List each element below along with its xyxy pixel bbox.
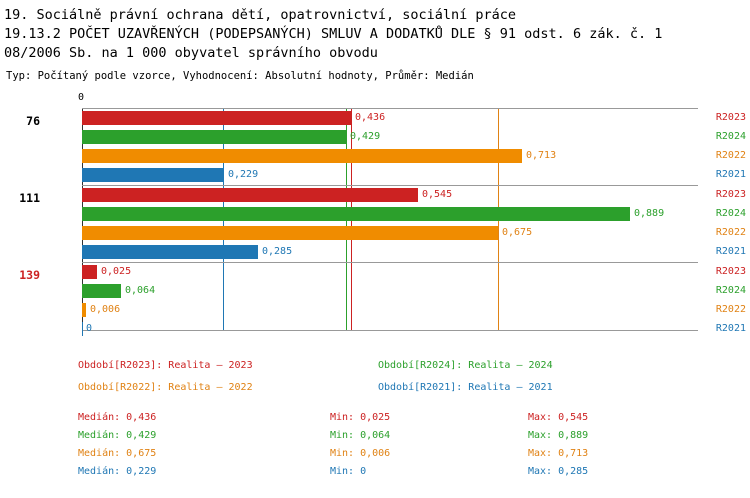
group-divider-1 bbox=[82, 185, 698, 186]
legend-item-2022[interactable]: Období[R2022]: Realita – 2022 bbox=[78, 382, 253, 393]
axis-top-rule bbox=[82, 108, 698, 109]
bar-label: R2023 bbox=[715, 266, 746, 277]
table-row bbox=[0, 283, 750, 299]
bar-label: R2021 bbox=[715, 323, 746, 334]
stat-median: Medián: 0,436 bbox=[78, 412, 157, 423]
stats-row-2021 bbox=[0, 466, 750, 484]
bar[interactable] bbox=[82, 303, 86, 317]
bar-value-label: 0,064 bbox=[125, 285, 156, 296]
table-row bbox=[0, 302, 750, 318]
bar-value-label: 0,675 bbox=[502, 227, 533, 238]
group-label-76: 76 bbox=[26, 114, 40, 128]
legend-item-2023[interactable]: Období[R2023]: Realita – 2023 bbox=[78, 360, 253, 371]
group-divider-2 bbox=[82, 262, 698, 263]
page-title-line-2: 19.13.2 POČET UZAVŘENÝCH (PODEPSANÝCH) SMLUV A DODATKŮ DLE § 91 odst. 6 zák. č. 1 bbox=[4, 26, 663, 42]
bar[interactable] bbox=[82, 245, 258, 259]
bar-label: R2022 bbox=[715, 150, 746, 161]
chart-subtitle: Typ: Počítaný podle vzorce, Vyhodnocení: Absolutní hodnoty, Průměr: Medián bbox=[6, 70, 474, 82]
stat-max: Max: 0,285 bbox=[528, 466, 589, 477]
bar[interactable] bbox=[82, 322, 83, 336]
chart-header bbox=[0, 0, 750, 83]
bar-label: R2024 bbox=[715, 285, 746, 296]
bar-value-label: 0,229 bbox=[228, 169, 259, 180]
bar[interactable] bbox=[82, 284, 121, 298]
bar-value-label: 0,285 bbox=[262, 246, 293, 257]
group-label-139: 139 bbox=[19, 268, 40, 282]
bar[interactable] bbox=[82, 265, 97, 279]
stats-row-2022 bbox=[0, 448, 750, 466]
stat-max: Max: 0,889 bbox=[528, 430, 589, 441]
table-row bbox=[0, 129, 750, 145]
bar-value-label: 0 bbox=[86, 323, 93, 334]
bar-value-label: 0,429 bbox=[350, 131, 381, 142]
stat-max: Max: 0,545 bbox=[528, 412, 589, 423]
page-title-line-1: 19. Sociálně právní ochrana dětí, opatrovnictví, sociální práce bbox=[4, 7, 517, 23]
group-label-111: 111 bbox=[19, 191, 40, 205]
stat-median: Medián: 0,229 bbox=[78, 466, 157, 477]
bar-value-label: 0,006 bbox=[90, 304, 121, 315]
bar[interactable] bbox=[82, 226, 498, 240]
table-row bbox=[0, 264, 750, 280]
bar[interactable] bbox=[82, 111, 351, 125]
table-row bbox=[0, 244, 750, 260]
bar[interactable] bbox=[82, 168, 223, 182]
bar-label: R2022 bbox=[715, 304, 746, 315]
bar[interactable] bbox=[82, 188, 418, 202]
table-row bbox=[0, 110, 750, 126]
stat-min: Min: 0,006 bbox=[330, 448, 391, 459]
bar-label: R2021 bbox=[715, 246, 746, 257]
table-row bbox=[0, 321, 750, 337]
axis-zero-label: 0 bbox=[78, 92, 85, 103]
bar-value-label: 0,025 bbox=[101, 266, 132, 277]
bar-label: R2023 bbox=[715, 112, 746, 123]
legend-item-2024[interactable]: Období[R2024]: Realita – 2024 bbox=[378, 360, 553, 371]
legend-item-2021[interactable]: Období[R2021]: Realita – 2021 bbox=[378, 382, 553, 393]
bar-label: R2023 bbox=[715, 189, 746, 200]
table-row bbox=[0, 167, 750, 183]
stat-max: Max: 0,713 bbox=[528, 448, 589, 459]
stat-min: Min: 0,025 bbox=[330, 412, 391, 423]
chart-stats bbox=[0, 412, 750, 484]
table-row bbox=[0, 206, 750, 222]
bar-label: R2021 bbox=[715, 169, 746, 180]
table-row bbox=[0, 225, 750, 241]
stat-median: Medián: 0,429 bbox=[78, 430, 157, 441]
stat-min: Min: 0,064 bbox=[330, 430, 391, 441]
bar-value-label: 0,889 bbox=[634, 208, 665, 219]
stats-row-2024 bbox=[0, 430, 750, 448]
bar[interactable] bbox=[82, 207, 630, 221]
table-row bbox=[0, 187, 750, 203]
stat-min: Min: 0 bbox=[330, 466, 367, 477]
stats-row-2023 bbox=[0, 412, 750, 430]
bar-value-label: 0,436 bbox=[355, 112, 386, 123]
stat-median: Medián: 0,675 bbox=[78, 448, 157, 459]
table-row bbox=[0, 148, 750, 164]
bar[interactable] bbox=[82, 130, 346, 144]
bar-value-label: 0,545 bbox=[422, 189, 453, 200]
page-title-line-3: 08/2006 Sb. na 1 000 obyvatel správního obvodu bbox=[4, 45, 378, 61]
bar-value-label: 0,713 bbox=[526, 150, 557, 161]
chart-plot-area bbox=[0, 92, 750, 352]
bar-label: R2022 bbox=[715, 227, 746, 238]
bar[interactable] bbox=[82, 149, 522, 163]
bar-label: R2024 bbox=[715, 208, 746, 219]
bar-label: R2024 bbox=[715, 131, 746, 142]
